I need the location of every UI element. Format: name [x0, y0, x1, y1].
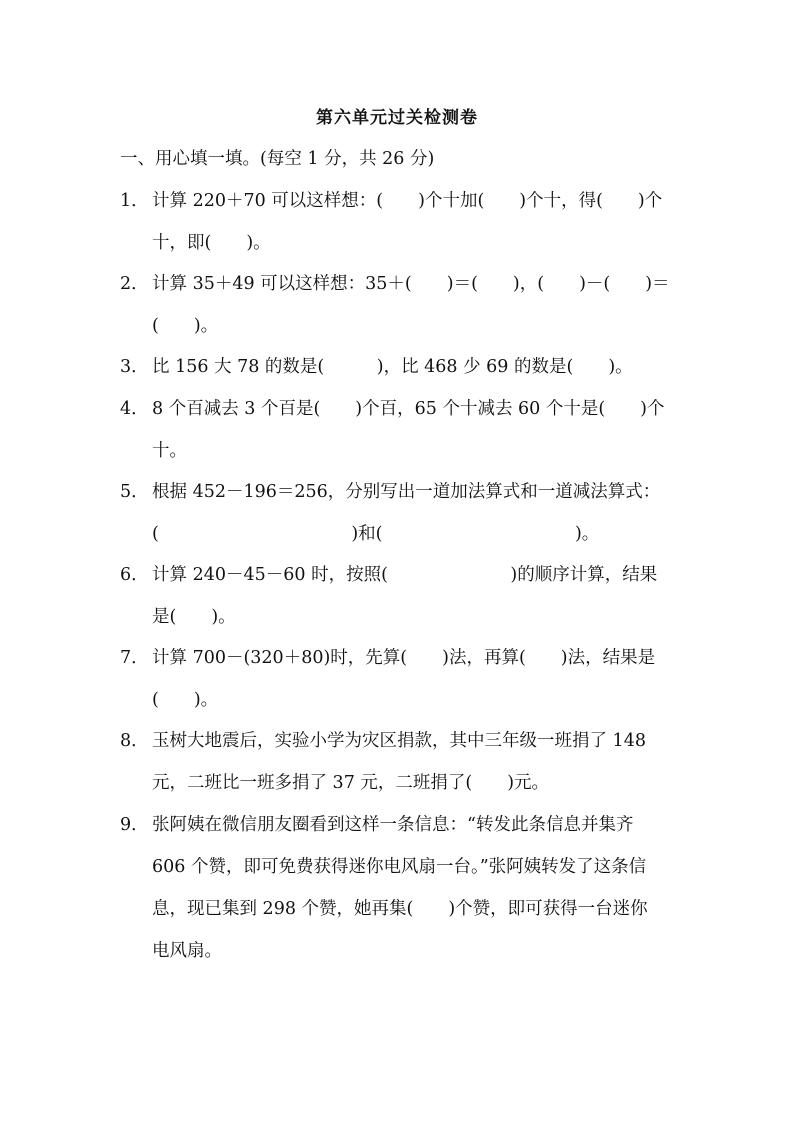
question-text-line: ( )。: [152, 316, 219, 336]
question-number: 6．: [120, 565, 149, 585]
question-number: 5．: [120, 482, 149, 502]
question-text-line: 十，即( )。: [152, 233, 271, 253]
question-number: 3．: [120, 357, 149, 377]
question-text-line: ( )。: [152, 690, 219, 710]
question-text-line: 计算 35＋49 可以这样想：35＋( )＝( )，( )－( )＝: [152, 274, 670, 294]
question-text-line: 8 个百减去 3 个百是( )个百，65 个十减去 60 个十是( )个: [152, 399, 665, 419]
question-text-line: 是( )。: [152, 607, 236, 627]
question-text-line: 电风扇。: [152, 941, 222, 961]
question-text-line: 元，二班比一班多捐了 37 元，二班捐了( )元。: [152, 773, 550, 793]
question-text-line: 计算 240－45－60 时，按照( )的顺序计算，结果: [152, 565, 658, 585]
question-text-line: 十。: [152, 441, 187, 461]
question-text-line: 606 个赞，即可免费获得迷你电风扇一台。”张阿姨转发了这条信: [152, 857, 647, 877]
question-text-line: 玉树大地震后，实验小学为灾区捐款，其中三年级一班捐了 148: [152, 731, 646, 751]
question-text-line: 计算 700－(320＋80)时，先算( )法，再算( )法，结果是: [152, 648, 656, 668]
question-number: 1．: [120, 191, 149, 211]
question-text-line: 比 156 大 78 的数是( )，比 468 少 69 的数是( )。: [152, 357, 633, 377]
section-heading: 一、用心填一填。(每空 1 分，共 26 分): [120, 149, 435, 169]
question-number: 4．: [120, 399, 149, 419]
page-title: 第六单元过关检测卷: [316, 108, 478, 128]
question-text-line: ( )和( )。: [152, 524, 600, 544]
question-text-line: 计算 220＋70 可以这样想：( )个十加( )个十，得( )个: [152, 191, 663, 211]
question-text-line: 张阿姨在微信朋友圈看到这样一条信息：“转发此条信息并集齐: [152, 815, 634, 835]
question-text-line: 根据 452－196＝256，分别写出一道加法算式和一道减法算式：: [152, 482, 661, 502]
question-number: 2．: [120, 274, 149, 294]
question-number: 8．: [120, 731, 149, 751]
question-number: 7．: [120, 648, 149, 668]
question-text-line: 息，现已集到 298 个赞，她再集( )个赞，即可获得一台迷你: [152, 899, 648, 919]
question-number: 9．: [120, 815, 149, 835]
